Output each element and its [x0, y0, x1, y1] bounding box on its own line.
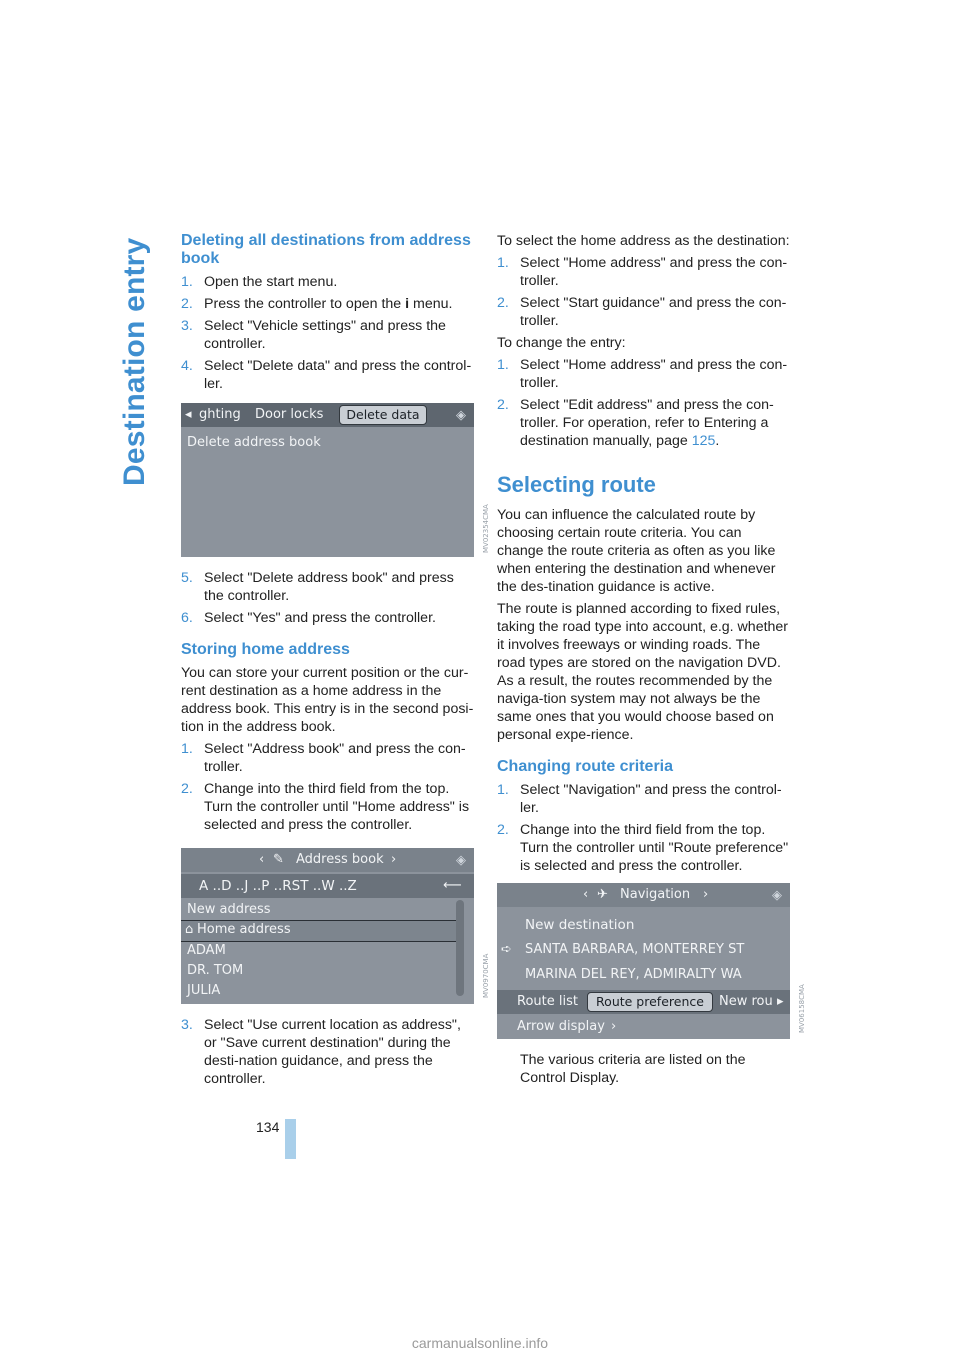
- criteria-steps: [497, 781, 790, 875]
- list-item: 1. Select "Home address" and press the con-troller.: [497, 255, 788, 289]
- tab-route-list: Route list: [517, 994, 578, 1009]
- select-home-steps: [497, 254, 790, 330]
- scrollbar: [456, 900, 464, 996]
- home-steps: [181, 740, 474, 834]
- tab-delete-data: Delete data: [339, 405, 427, 425]
- list-item: 1. Select "Address book" and press the con-troller.: [181, 741, 466, 775]
- last-destination-icon: ➪: [501, 942, 512, 957]
- screen-row-home-address: Home address: [197, 922, 291, 937]
- criteria-heading: Changing route criteria: [497, 758, 674, 775]
- watermark: carmanualsonline.info: [411, 1335, 549, 1351]
- route-paragraph-1: You can influence the calculated route by choosing certain route criteria. You can change the route criteria as often as you like when entering the destination and whenever the des-tination guidance is active.: [497, 507, 776, 595]
- chevron-right-icon: ▸: [777, 994, 784, 1009]
- list-item: 5. Select "Delete address book" and press the controller.: [181, 570, 454, 604]
- chevron-right-icon: ›: [391, 852, 397, 867]
- list-item: 1. Select "Home address" and press the con-troller.: [497, 357, 788, 391]
- list-item: 2. Change into the third field from the top. Turn the controller until "Route preference" is selected and press the controller.: [497, 822, 789, 874]
- screen-row-marina-del-rey: MARINA DEL REY, ADMIRALTY WA: [525, 967, 742, 982]
- satellite-icon: ✈: [597, 887, 608, 902]
- page-link[interactable]: 125: [691, 433, 716, 449]
- home-steps-continued: [181, 1016, 474, 1088]
- change-steps: [497, 356, 790, 450]
- chevron-right-icon: ›: [703, 887, 709, 902]
- chevron-left-icon: ‹: [583, 887, 589, 902]
- home-icon: ⌂: [185, 922, 194, 937]
- chevron-right-icon: ›: [611, 1019, 617, 1034]
- list-item: 4. Select "Delete data" and press the control-ler.: [181, 358, 472, 392]
- screen-navigation: [497, 883, 806, 1039]
- list-item: 1. Select "Navigation" and press the control-ler.: [497, 782, 782, 816]
- delete-steps: [181, 273, 474, 393]
- screen-address-book: [181, 848, 490, 1004]
- alphabet-index: A ..D ..J ..P ..RST ..W ..Z: [199, 878, 357, 894]
- page-marker-bar: [285, 1119, 296, 1159]
- screen-row-new-destination: New destination: [525, 917, 635, 933]
- screen-title: Navigation: [620, 887, 691, 902]
- screen-row-new-address: New address: [187, 902, 271, 917]
- back-arrow-icon: ⟵: [443, 878, 462, 893]
- list-item: 2. Select "Edit address" and press the con-troller. For operation, refer to Entering a destination manually, page 125.: [497, 397, 774, 449]
- screen-delete-data: [181, 403, 490, 557]
- screen-row-adam: ADAM: [187, 943, 226, 958]
- tab-route-preference: Route preference: [587, 992, 713, 1012]
- tab-lighting: ghting: [199, 407, 241, 422]
- screen-title: Address book: [296, 852, 384, 867]
- settings-icon: ◈: [456, 853, 466, 868]
- address-book-icon: ✎: [273, 852, 284, 867]
- section-title: Destination entry: [118, 237, 151, 486]
- screen-row-santa-barbara: SANTA BARBARA, MONTERREY ST: [525, 942, 745, 957]
- right-column: [497, 232, 806, 1091]
- list-item: 6. Select "Yes" and press the controller.: [181, 610, 436, 626]
- screen-row-dr-tom: DR. TOM: [187, 963, 244, 978]
- list-item: 2. Press the controller to open the i menu.: [181, 296, 453, 312]
- figure-code: MV02354CMA: [482, 504, 490, 553]
- route-heading: Selecting route: [497, 472, 656, 497]
- screen-row-julia: JULIA: [187, 983, 221, 998]
- list-item: 2. Change into the third field from the top. Turn the controller until "Home address" is selected and press the controller.: [181, 781, 470, 833]
- tab-new-route: New rou: [719, 994, 773, 1009]
- criteria-note: The various criteria are listed on the Control Display.: [520, 1052, 746, 1086]
- figure-code: MV0970CMA: [482, 953, 490, 998]
- route-paragraph-2: The route is planned according to fixed rules, taking the road type into account, e.g. whether it involves freeways or winding roads. The road types are stored on the navigation DVD. As a result, the routes recommended by the naviga-tion system may not always be the same ones that you would choose based on personal expe-rience.: [497, 601, 789, 743]
- figure-code: MV06158CMA: [798, 984, 806, 1033]
- home-paragraph: You can store your current position or the cur-rent destination as a home address in the address book. This entry is in the second posi-tion in the address book.: [181, 665, 474, 735]
- select-home-intro: To select the home address as the destination:: [497, 233, 790, 249]
- list-item: 2. Select "Start guidance" and press the con-troller.: [497, 295, 787, 329]
- home-heading: Storing home address: [181, 641, 350, 658]
- delete-heading: Deleting all destinations from address book: [181, 232, 471, 267]
- screen-row-arrow-display: Arrow display: [517, 1019, 605, 1034]
- info-icon: i: [405, 296, 410, 312]
- list-item: 3. Select "Use current location as address", or "Save current destination" during the desti-nation guidance, and press the controller.: [181, 1017, 461, 1087]
- tab-door-locks: Door locks: [255, 407, 324, 422]
- left-column: [181, 232, 490, 1092]
- chevron-left-icon: ◂: [185, 407, 192, 422]
- page-number: 134: [256, 1119, 280, 1135]
- screen-row-delete-address-book: Delete address book: [187, 435, 321, 450]
- delete-steps-continued: [181, 569, 474, 627]
- list-item: 3. Select "Vehicle settings" and press the controller.: [181, 318, 446, 352]
- list-item: 1. Open the start menu.: [181, 274, 338, 290]
- chevron-left-icon: ‹: [259, 852, 265, 867]
- change-intro: To change the entry:: [497, 335, 626, 351]
- settings-icon: ◈: [456, 408, 466, 423]
- settings-icon: ◈: [772, 888, 782, 903]
